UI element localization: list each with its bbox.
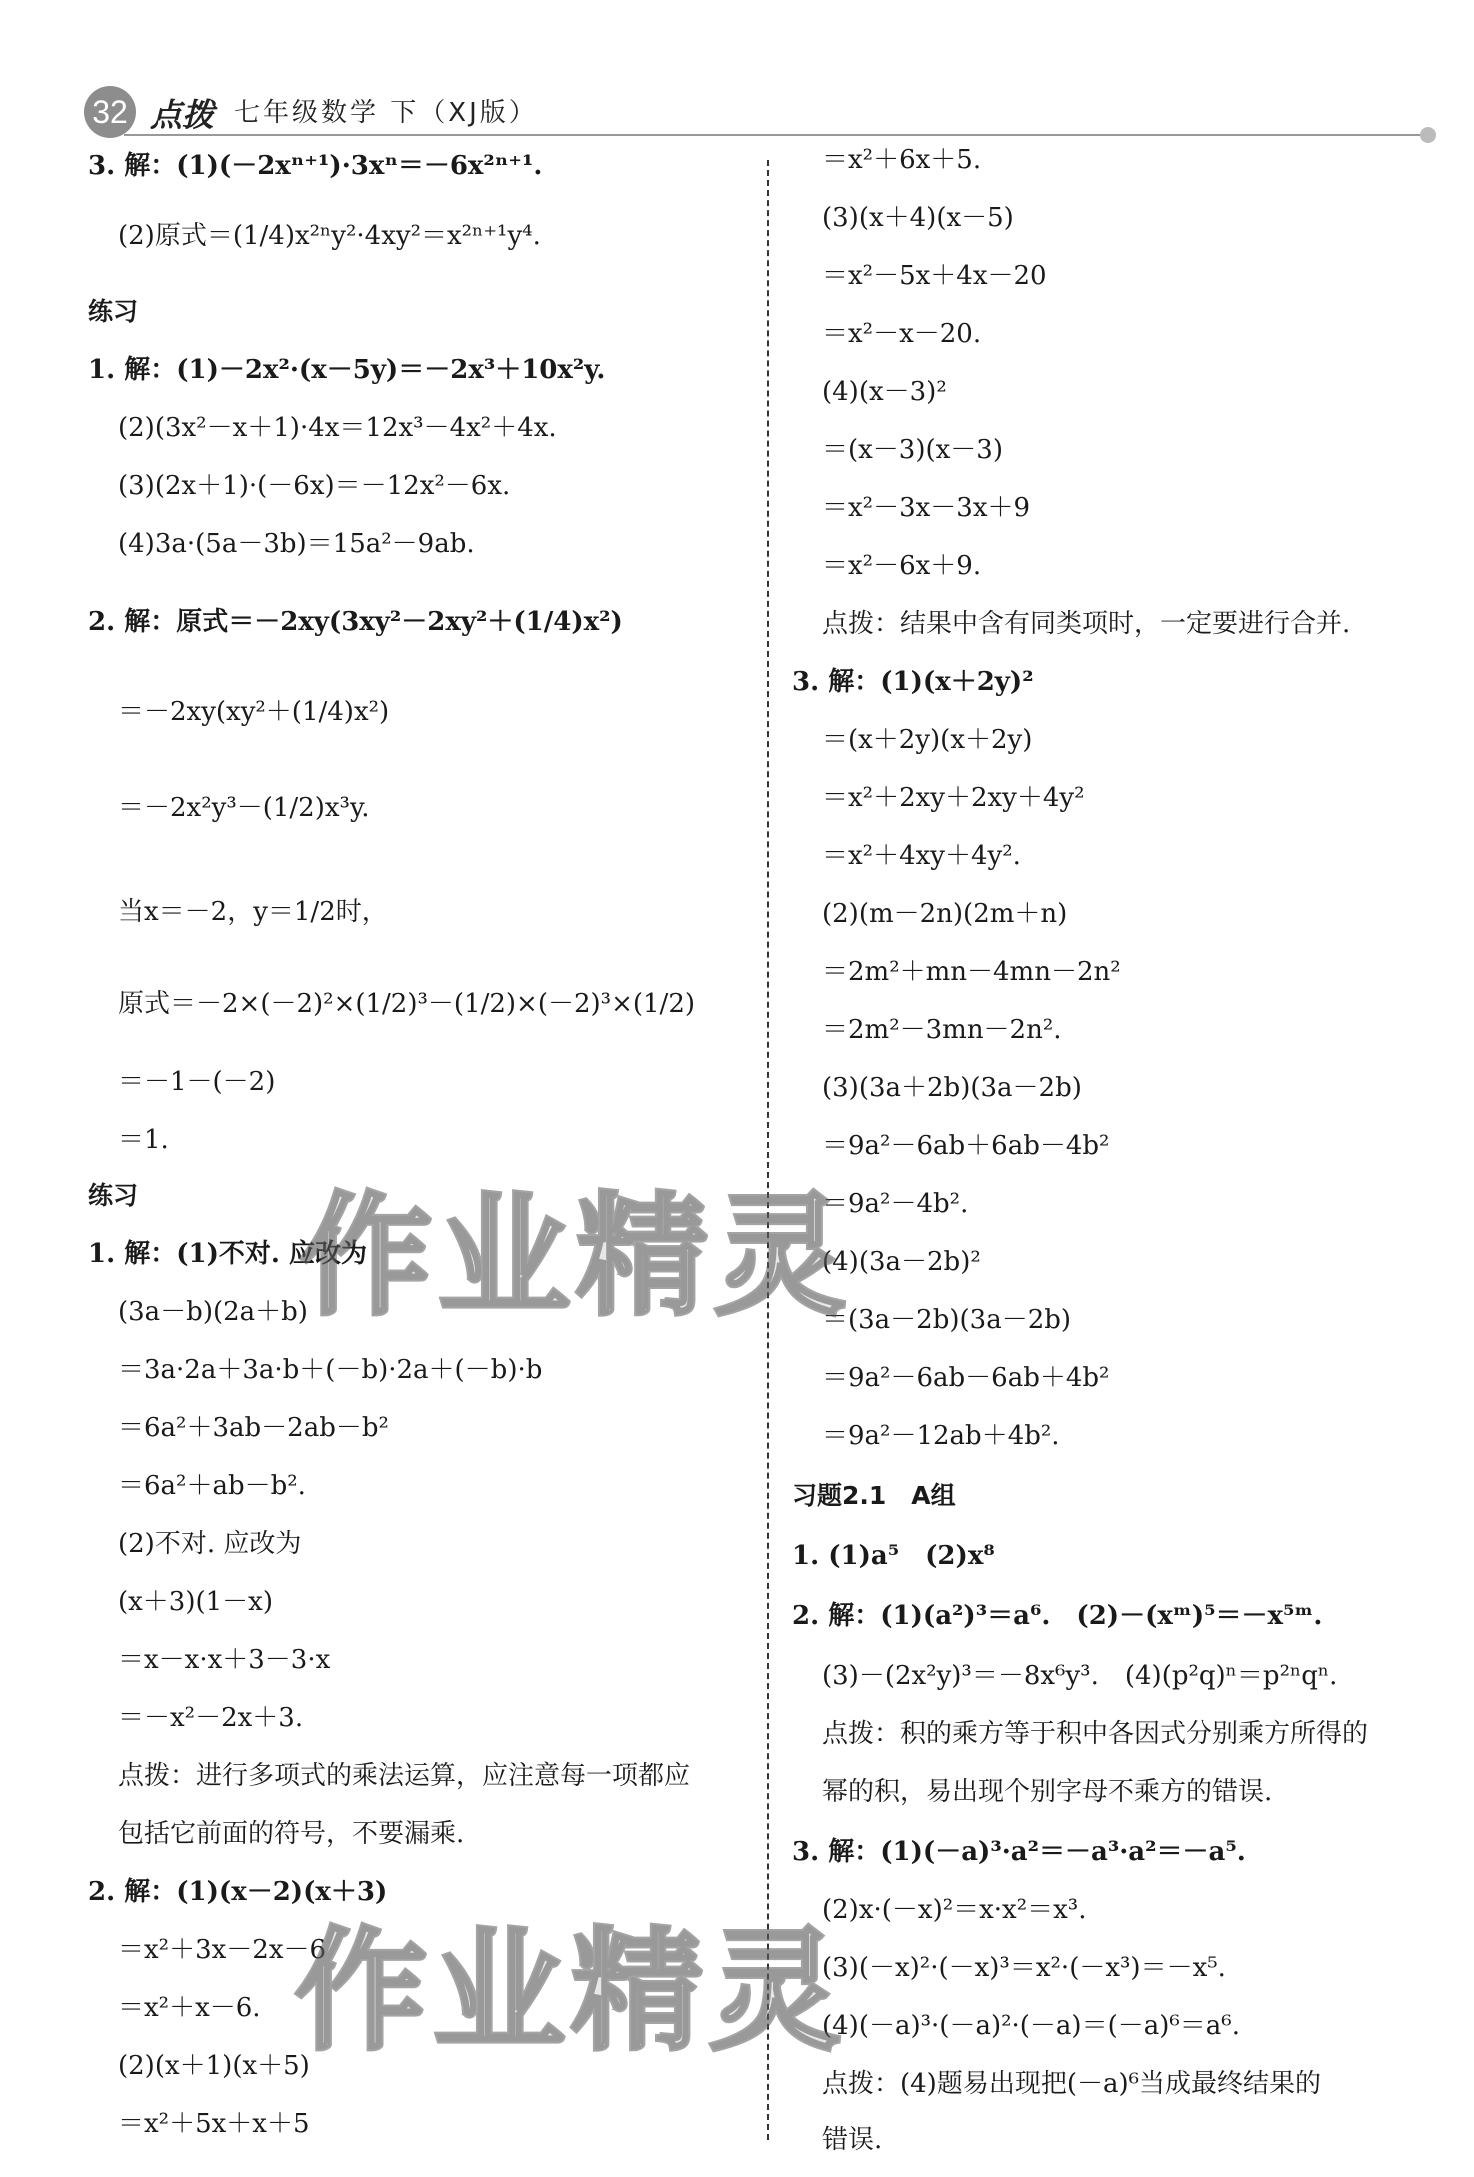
page-header xyxy=(84,86,1454,136)
left-solution-line: (3)(2x＋1)·(－6x)＝－12x²－6x. xyxy=(118,471,511,501)
left-solution-line: ＝x²＋x－6. xyxy=(118,1993,261,2023)
watermark-bottom: 作业精灵 xyxy=(295,1915,847,2069)
right-solution-line: ＝x²－6x＋9. xyxy=(822,551,982,581)
watermark-top: 作业精灵 xyxy=(300,1180,852,1334)
header-rule-endpoint xyxy=(1420,127,1436,143)
right-solution-line: ＝(3a－2b)(3a－2b) xyxy=(822,1305,1072,1335)
left-solution-line: 3. 解：(1)(－2xⁿ⁺¹)·3xⁿ＝－6x²ⁿ⁺¹. xyxy=(88,151,543,181)
left-solution-line: (2)原式＝(1/4)x²ⁿy²·4xy²＝x²ⁿ⁺¹y⁴. xyxy=(118,221,541,251)
right-solution-line: ＝2m²－3mn－2n². xyxy=(822,1015,1062,1045)
right-solution-line: 点拨：积的乘方等于积中各因式分别乘方所得的 xyxy=(822,1719,1369,1749)
left-solution-line: 包括它前面的符号，不要漏乘. xyxy=(118,1819,465,1849)
left-solution-line: ＝－2xy(xy²＋(1/4)x²) xyxy=(118,697,390,727)
header-rule xyxy=(124,134,1424,136)
right-solution-line: ＝9a²－12ab＋4b². xyxy=(822,1421,1060,1451)
left-solution-line: 1. 解：(1)－2x²·(x－5y)＝－2x³＋10x²y. xyxy=(88,355,606,385)
left-solution-line: ＝－1－(－2) xyxy=(118,1067,276,1097)
left-solution-line: ＝－x²－2x＋3. xyxy=(118,1703,304,1733)
left-solution-line: 当x＝－2，y＝1/2时， xyxy=(118,897,388,927)
left-solution-line: 1. 解：(1)不对. 应改为 xyxy=(88,1239,367,1269)
left-solution-line: ＝6a²＋3ab－2ab－b² xyxy=(118,1413,389,1443)
left-solution-line: 2. 解：(1)(x－2)(x＋3) xyxy=(88,1877,388,1907)
left-solution-line: 2. 解：原式＝－2xy(3xy²－2xy²＋(1/4)x²) xyxy=(88,607,623,637)
right-solution-line: 3. 解：(1)(－a)³·a²＝－a³·a²＝－a⁵. xyxy=(792,1837,1246,1867)
right-solution-line: ＝x²－5x＋4x－20 xyxy=(822,261,1047,291)
right-solution-line: 2. 解：(1)(a²)³＝a⁶. (2)－(xᵐ)⁵＝－x⁵ᵐ. xyxy=(792,1601,1323,1631)
right-solution-line: ＝x²＋2xy＋2xy＋4y² xyxy=(822,783,1085,813)
right-solution-line: (4)(－a)³·(－a)²·(－a)＝(－a)⁶＝a⁶. xyxy=(822,2011,1240,2041)
right-solution-line: (3)－(2x²y)³＝－8x⁶y³. (4)(p²q)ⁿ＝p²ⁿqⁿ. xyxy=(822,1661,1338,1691)
right-solution-line: ＝9a²－4b². xyxy=(822,1189,969,1219)
right-solution-line: 点拨：结果中含有同类项时，一定要进行合并. xyxy=(822,609,1351,639)
right-solution-line: ＝(x＋2y)(x＋2y) xyxy=(822,725,1033,755)
right-solution-line: (3)(x＋4)(x－5) xyxy=(822,203,1014,233)
right-solution-line: 幂的积，易出现个别字母不乘方的错误. xyxy=(822,1777,1273,1807)
left-solution-line: ＝x－x·x＋3－3·x xyxy=(118,1645,331,1675)
right-solution-line: (4)(3a－2b)² xyxy=(822,1247,981,1277)
left-solution-line: 练习 xyxy=(88,297,139,326)
left-solution-line: (2)不对. 应改为 xyxy=(118,1529,302,1559)
right-solution-line: 1. (1)a⁵ (2)x⁸ xyxy=(792,1541,995,1571)
left-solution-line: 点拨：进行多项式的乘法运算，应注意每一项都应 xyxy=(118,1761,691,1791)
right-solution-line: (2)(m－2n)(2m＋n) xyxy=(822,899,1068,929)
page-number-badge: 32 xyxy=(84,86,136,138)
left-solution-line: (4)3a·(5a－3b)＝15a²－9ab. xyxy=(118,529,475,559)
right-solution-line: ＝x²－x－20. xyxy=(822,319,982,349)
right-solution-line: ＝x²－3x－3x＋9 xyxy=(822,493,1031,523)
right-solution-line: (2)x·(－x)²＝x·x²＝x³. xyxy=(822,1895,1087,1925)
right-solution-line: (3)(3a＋2b)(3a－2b) xyxy=(822,1073,1082,1103)
right-solution-line: ＝x²＋6x＋5. xyxy=(822,145,982,175)
book-title: 七年级数学 下（XJ版） xyxy=(234,98,538,128)
right-solution-line: 错误. xyxy=(822,2125,883,2155)
left-solution-line: 练习 xyxy=(88,1181,139,1210)
left-solution-line: ＝x²＋5x＋x＋5 xyxy=(118,2109,310,2139)
left-solution-line: ＝3a·2a＋3a·b＋(－b)·2a＋(－b)·b xyxy=(118,1355,543,1385)
left-solution-line: ＝6a²＋ab－b². xyxy=(118,1471,306,1501)
left-solution-line: (2)(3x²－x＋1)·4x＝12x³－4x²＋4x. xyxy=(118,413,557,443)
right-solution-line: 点拨：(4)题易出现把(－a)⁶当成最终结果的 xyxy=(822,2069,1322,2099)
right-solution-line: ＝2m²＋mn－4mn－2n² xyxy=(822,957,1121,987)
right-solution-line: 习题2.1 A组 xyxy=(792,1481,956,1510)
left-solution-line: (2)(x＋1)(x＋5) xyxy=(118,2051,310,2081)
right-solution-line: ＝9a²－6ab－6ab＋4b² xyxy=(822,1363,1110,1393)
left-solution-line: ＝x²＋3x－2x－6 xyxy=(118,1935,327,1965)
right-solution-line: ＝(x－3)(x－3) xyxy=(822,435,1003,465)
left-solution-line: 原式＝－2×(－2)²×(1/2)³－(1/2)×(－2)³×(1/2) xyxy=(118,989,696,1019)
right-solution-line: ＝x²＋4xy＋4y². xyxy=(822,841,1021,871)
left-solution-line: ＝1. xyxy=(118,1125,169,1155)
left-solution-line: (3a－b)(2a＋b) xyxy=(118,1297,308,1327)
brand-logo: 点拨 xyxy=(150,96,215,134)
left-solution-line: (x＋3)(1－x) xyxy=(118,1587,273,1617)
left-solution-line: ＝－2x²y³－(1/2)x³y. xyxy=(118,793,370,823)
right-solution-line: 3. 解：(1)(x＋2y)² xyxy=(792,667,1034,697)
right-solution-line: (4)(x－3)² xyxy=(822,377,947,407)
right-solution-line: ＝9a²－6ab＋6ab－4b² xyxy=(822,1131,1110,1161)
right-solution-line: (3)(－x)²·(－x)³＝x²·(－x³)＝－x⁵. xyxy=(822,1953,1226,1983)
